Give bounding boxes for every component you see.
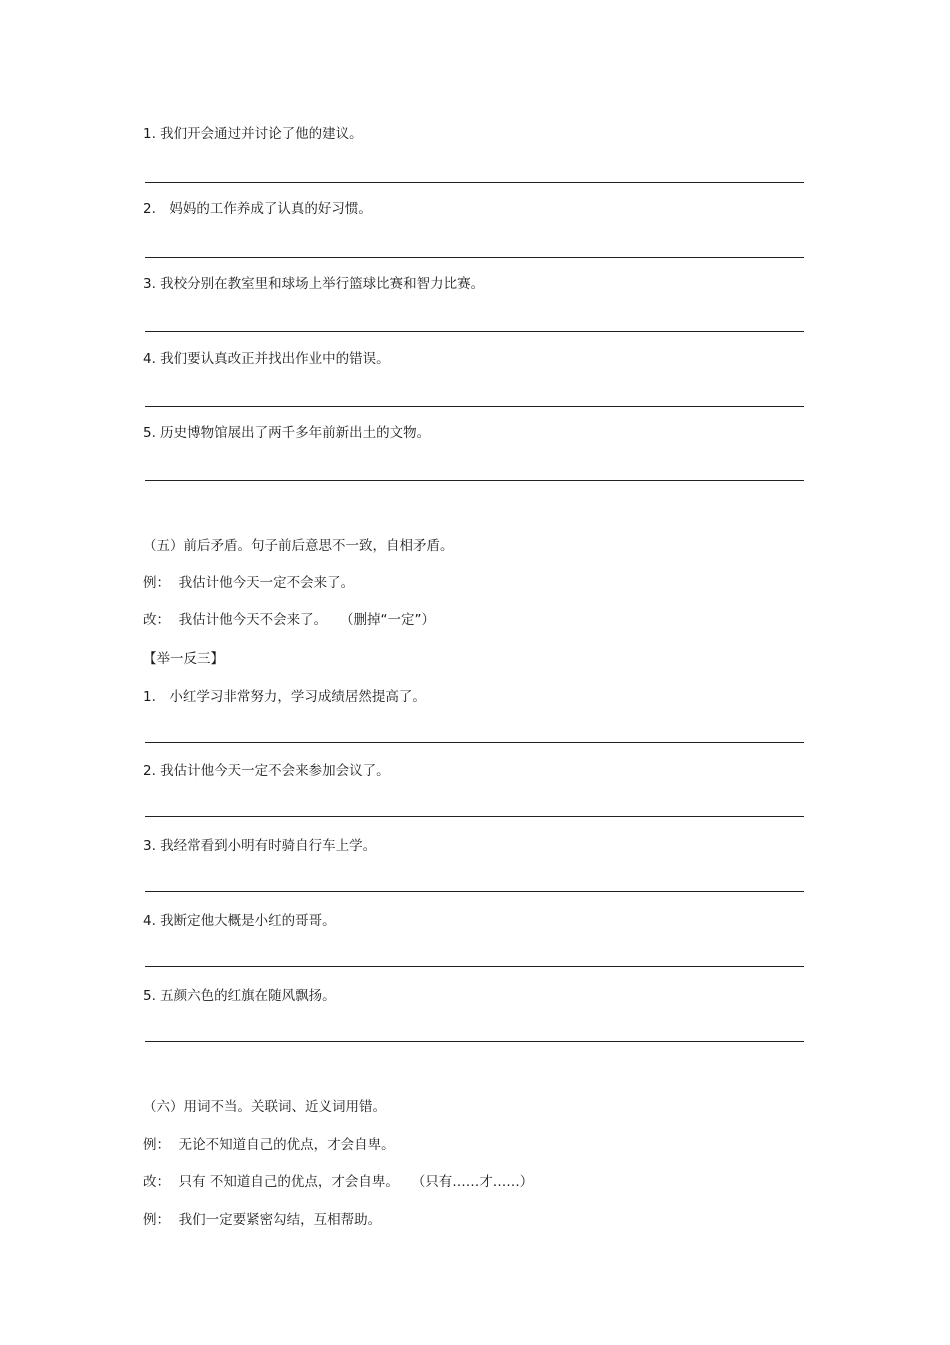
practice-answer-line-5[interactable] bbox=[145, 1041, 804, 1042]
section5-example: 例： 我估计他今天一定不会来了。 bbox=[143, 575, 355, 591]
section6-example-2: 例： 我们一定要紧密勾结，互相帮助。 bbox=[143, 1212, 382, 1228]
answer-line-1[interactable] bbox=[145, 182, 804, 183]
practice-item-5: 5. 五颜六色的红旗在随风飘扬。 bbox=[143, 988, 336, 1004]
answer-line-3[interactable] bbox=[145, 331, 804, 332]
practice-answer-line-2[interactable] bbox=[145, 816, 804, 817]
exercise-item-3: 3. 我校分别在教室里和球场上举行篮球比赛和智力比赛。 bbox=[143, 276, 485, 292]
section5-practice-title: 【举一反三】 bbox=[143, 651, 224, 667]
section6-example-1: 例： 无论不知道自己的优点，才会自卑。 bbox=[143, 1137, 395, 1153]
exercise-item-5: 5. 历史博物馆展出了两千多年前新出土的文物。 bbox=[143, 425, 431, 441]
practice-item-1: 1. 小红学习非常努力，学习成绩居然提高了。 bbox=[143, 689, 426, 705]
exercise-item-1: 1. 我们开会通过并讨论了他的建议。 bbox=[143, 126, 363, 142]
practice-item-3: 3. 我经常看到小明有时骑自行车上学。 bbox=[143, 838, 377, 854]
practice-item-4: 4. 我断定他大概是小红的哥哥。 bbox=[143, 913, 336, 929]
section5-correction: 改： 我估计他今天不会来了。 （删掉“一定”） bbox=[143, 612, 435, 628]
answer-line-2[interactable] bbox=[145, 257, 804, 258]
exercise-item-2: 2. 妈妈的工作养成了认真的好习惯。 bbox=[143, 201, 372, 217]
practice-answer-line-3[interactable] bbox=[145, 891, 804, 892]
exercise-item-4: 4. 我们要认真改正并找出作业中的错误。 bbox=[143, 351, 390, 367]
answer-line-5[interactable] bbox=[145, 480, 804, 481]
practice-answer-line-4[interactable] bbox=[145, 966, 804, 967]
practice-answer-line-1[interactable] bbox=[145, 742, 804, 743]
section5-heading: （五）前后矛盾。句子前后意思不一致，自相矛盾。 bbox=[143, 538, 454, 554]
answer-line-4[interactable] bbox=[145, 406, 804, 407]
section6-heading: （六）用词不当。关联词、近义词用错。 bbox=[143, 1099, 386, 1115]
section6-correction-1: 改： 只有 不知道自己的优点，才会自卑。 （只有……才……） bbox=[143, 1174, 534, 1190]
practice-item-2: 2. 我估计他今天一定不会来参加会议了。 bbox=[143, 763, 390, 779]
